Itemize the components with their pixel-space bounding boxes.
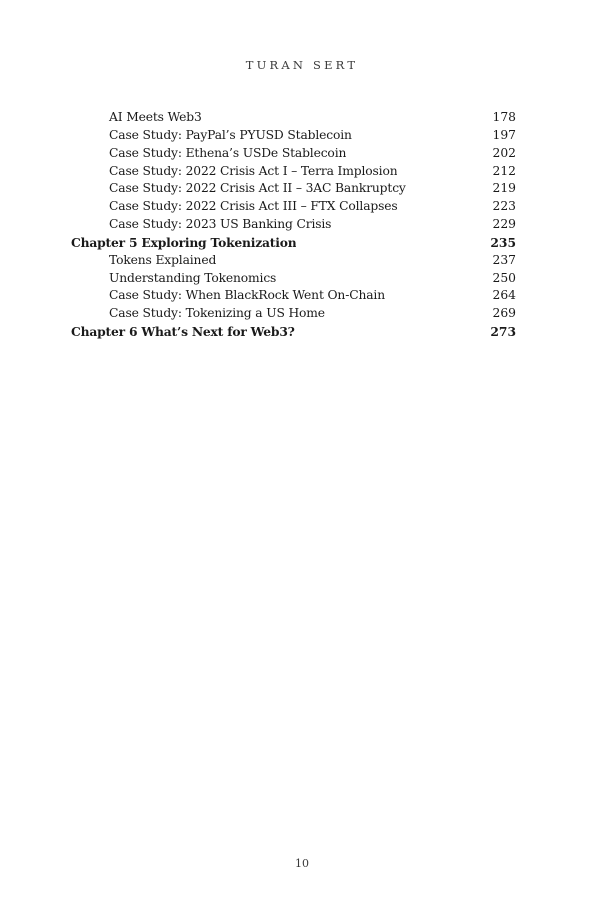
running-head: TURAN SERT (245, 58, 359, 72)
table-of-contents (71, 109, 516, 341)
toc-entry-title: Case Study: 2022 Crisis Act II – 3AC Bankruptcy (109, 181, 406, 196)
toc-entry-title: Understanding Tokenomics (109, 270, 277, 285)
toc-entry-title: Case Study: When BlackRock Went On-Chain (109, 288, 385, 303)
toc-chapter-title: Chapter 5 Exploring Tokenization (71, 234, 297, 250)
page-number: 10 (295, 857, 309, 870)
toc-entry (71, 180, 516, 198)
toc-chapter-page: 273 (490, 324, 516, 340)
toc-entry-title: Case Study: Ethena’s USDe Stablecoin (109, 145, 347, 160)
toc-chapter-entry (71, 234, 516, 252)
toc-entry (71, 270, 516, 288)
toc-entry-title: AI Meets Web3 (109, 110, 202, 124)
toc-entry-title: Case Study: 2022 Crisis Act I – Terra Implosion (109, 163, 398, 178)
toc-entry-page: 219 (492, 181, 516, 196)
toc-entry-page: 202 (492, 145, 516, 160)
toc-chapter-entry (71, 323, 516, 341)
toc-entry-page: 229 (492, 217, 516, 232)
toc-entry-page: 264 (492, 288, 516, 303)
toc-entry (71, 145, 516, 163)
toc-entry-title: Case Study: 2023 US Banking Crisis (109, 217, 332, 232)
toc-entry (71, 216, 516, 234)
toc-entry-title: Case Study: Tokenizing a US Home (109, 306, 325, 321)
toc-entry-page: 197 (492, 127, 516, 142)
toc-entry-title: Case Study: 2022 Crisis Act III – FTX Collapses (109, 199, 398, 214)
toc-entry-page: 250 (492, 270, 516, 285)
toc-entry (71, 198, 516, 216)
toc-entry (71, 305, 516, 323)
toc-entry-title: Tokens Explained (109, 252, 217, 267)
toc-entry-page: 223 (492, 199, 516, 214)
toc-chapter-title: Chapter 6 What’s Next for Web3? (71, 324, 295, 340)
toc-entry-page: 237 (492, 252, 516, 267)
toc-entry-page: 269 (492, 306, 516, 321)
toc-entry (71, 127, 516, 145)
toc-entry (71, 109, 516, 127)
toc-entry (71, 252, 516, 270)
toc-entry-title: Case Study: PayPal’s PYUSD Stablecoin (109, 127, 352, 142)
toc-entry-page: 178 (492, 110, 516, 124)
toc-chapter-page: 235 (490, 234, 516, 250)
toc-entry (71, 163, 516, 181)
toc-entry-page: 212 (492, 163, 516, 178)
toc-entry (71, 287, 516, 305)
